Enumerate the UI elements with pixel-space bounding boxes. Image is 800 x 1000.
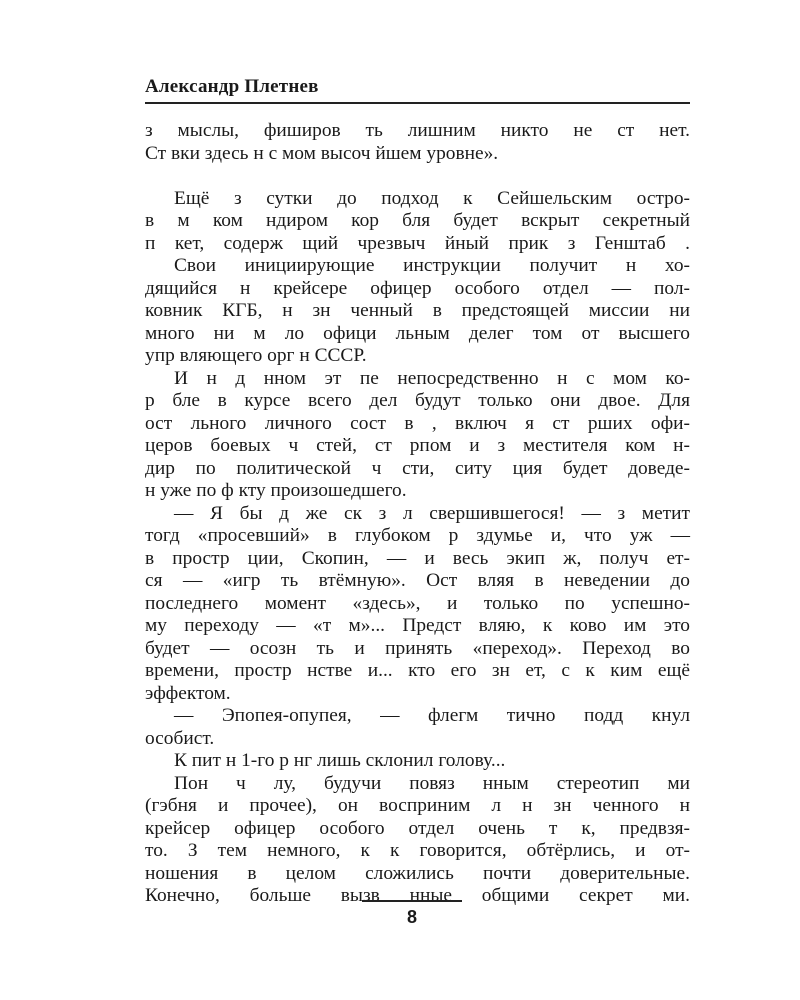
text-line: крейсер офицер особого отдел очень т к, предвзя- — [145, 817, 690, 839]
text-line: ношения в целом сложились почти доверительные. — [145, 862, 690, 884]
text-line: И н д нном эт пе непосредственно н с мом ко- — [174, 367, 690, 389]
text-line: Ещё з сутки до подход к Сейшельским остро- — [174, 187, 690, 209]
text-line: много ни м ло офици льным делег том от высшего — [145, 322, 690, 344]
text-line: в простр ции, Скопин, — и весь экип ж, получ ет- — [145, 547, 690, 569]
text-line: эффектом. — [145, 682, 231, 704]
paragraph-gap — [145, 165, 690, 188]
text-line: р бле в курсе всего дел будут только они двое. Для — [145, 390, 690, 411]
text-line: (гэбня и прочее), он восприним л н зн ченного н — [145, 795, 690, 816]
page-number: 8 — [406, 907, 417, 927]
text-line: последнего момент «здесь», и только по успешно- — [145, 592, 690, 614]
running-head-author: Александр Плетнев — [145, 76, 319, 97]
text-line: — Я бы д же ск з л свершившегося! — з метит — [174, 502, 690, 524]
body-text — [145, 120, 690, 908]
text-line: н уже по ф кту произошедшего. — [145, 480, 407, 501]
text-line: ковник КГБ, н зн ченный в предстоящей миссии ни — [145, 300, 690, 321]
text-line: в м ком ндиром кор бля будет вскрыт секретный — [145, 210, 690, 231]
text-line: Свои инициирующие инструкции получит н хо- — [174, 255, 690, 276]
text-line: Ст вки здесь н с мом высоч йшем уровне». — [145, 142, 499, 164]
text-line: п кет, содерж щий чрезвыч йный прик з Генштаб . — [145, 232, 690, 254]
text-line: церов боевых ч стей, ст рпом и з местителя ком н- — [145, 435, 690, 456]
text-line: упр вляющего орг н СССР. — [145, 345, 367, 366]
text-line: будет — осозн ть и принять «переход». Переход во — [145, 637, 690, 659]
text-line: К пит н 1-го р нг лишь склонил голову... — [174, 750, 506, 771]
text-line: то. З тем немного, к к говорится, обтёрлись, и от- — [145, 840, 690, 861]
text-line: времени, простр нстве и... кто его зн ет, с к ким ещё — [145, 660, 690, 681]
text-line: му переходу — «т м»... Предст вляю, к ково им это — [145, 615, 690, 636]
text-line: з мыслы, фиширов ть лишним никто не ст нет. — [145, 120, 690, 141]
text-line: ся — «игр ть втёмную». Ост вляя в неведении до — [145, 570, 690, 591]
text-line: ост льного личного сост в , включ я ст рших офи- — [145, 412, 690, 434]
footer-rule — [362, 900, 462, 902]
text-line: особист. — [145, 727, 215, 749]
text-line: — Эпопея-опупея, — флегм тично подд кнул — [174, 705, 690, 726]
text-line: Пон ч лу, будучи повяз нным стереотип ми — [174, 772, 690, 794]
page-header — [145, 76, 690, 104]
text-line: Конечно, больше вызв нные общими секрет ми. — [145, 885, 690, 906]
text-line: тогд «просевший» в глубоком р здумье и, что уж — — [145, 525, 690, 546]
text-line: дир по политической ч сти, ситу ция будет доведе- — [145, 457, 690, 479]
text-line: дящийся н крейсере офицер особого отдел — пол- — [145, 277, 690, 299]
